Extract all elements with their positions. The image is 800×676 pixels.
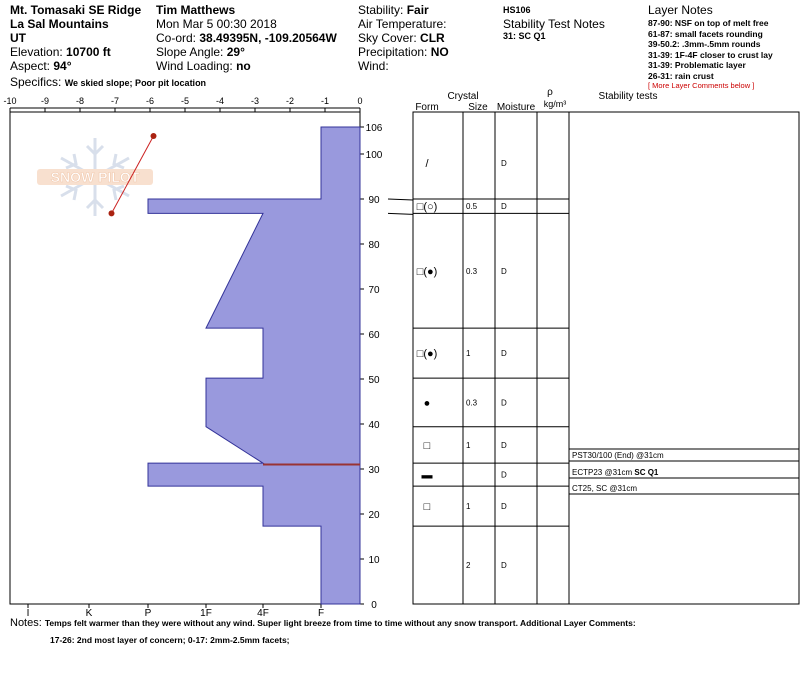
stability-notes-value: 31: SC Q1 <box>503 31 546 41</box>
moisture-header: Moisture <box>496 102 536 113</box>
layer-moisture: D <box>501 266 507 276</box>
crystal-header: Crystal <box>447 91 479 102</box>
stability-test-result: SC Q1 <box>634 468 659 477</box>
temp-tick-label: -3 <box>250 96 260 106</box>
layer-form: ● <box>423 397 431 410</box>
temp-axis-ticks <box>3 96 362 112</box>
depth-tick-label: 30 <box>368 465 380 476</box>
depth-tick-label: 0 <box>371 600 377 611</box>
hardness-tick-label: K <box>85 608 93 619</box>
range-name: La Sal Mountains <box>10 17 109 31</box>
hardness-tick-label: P <box>144 608 152 619</box>
air-temp-label: Air Temperature: <box>358 17 447 31</box>
precip-value: NO <box>430 45 449 59</box>
depth-tick-label: 20 <box>368 510 380 521</box>
layer-size: 0.3 <box>466 266 478 276</box>
snowpilot-logo <box>37 138 153 216</box>
notes <box>10 617 636 629</box>
layer-moisture: D <box>501 440 507 450</box>
layer-size: 0.5 <box>466 202 478 212</box>
slope-label: Slope Angle: <box>156 45 224 59</box>
temp-tick-label: -1 <box>320 96 330 106</box>
density-symbol: ρ <box>547 87 553 98</box>
layer-form: ▬ <box>421 469 433 482</box>
depth-tick-label: 60 <box>368 330 380 341</box>
size-header: Size <box>468 102 488 113</box>
temp-tick-label: -9 <box>40 96 50 106</box>
layer-size: 1 <box>466 502 471 512</box>
depth-tick-label: 10 <box>368 555 380 566</box>
aspect-label: Aspect: <box>10 59 51 73</box>
layer-moisture: D <box>501 470 507 480</box>
layer-moisture: D <box>501 202 507 212</box>
temp-tick-label: -6 <box>145 96 155 106</box>
precip-label: Precipitation: <box>358 45 428 59</box>
layer-size: 1 <box>466 349 471 359</box>
layer-note: 26-31: rain crust <box>648 70 714 81</box>
depth-tick-label: 80 <box>368 240 380 251</box>
layer-note: 61-87: small facets rounding <box>648 28 763 39</box>
depth-tick-label: 40 <box>368 420 380 431</box>
layer-form: □(○) <box>416 201 438 214</box>
temp-tick-label: -7 <box>110 96 120 106</box>
depth-tick-label: 50 <box>368 375 380 386</box>
sky-value: CLR <box>420 31 445 45</box>
layer-form: □ <box>423 439 431 452</box>
stability-test: CT25, SC @31cm <box>572 484 638 493</box>
temp-tick-label: -4 <box>215 96 225 106</box>
temp-tick-label: -2 <box>285 96 295 106</box>
depth-connector <box>388 199 413 200</box>
specifics-value: We skied slope; Poor pit location <box>64 78 207 88</box>
depth-tick-label: 70 <box>368 285 380 296</box>
layer-moisture: D <box>501 502 507 512</box>
form-header: Form <box>415 102 439 113</box>
notes-line1: Temps felt warmer than they were without any wind. Super light breeze from time to time without any snow transport. Additional Layer Comments: <box>44 618 636 628</box>
stability-label: Stability: <box>358 3 404 17</box>
specifics-label: Specifics: <box>10 75 62 89</box>
layer-moisture: D <box>501 349 507 359</box>
coord-label: Co-ord: <box>156 31 197 45</box>
wind-loading-label: Wind Loading: <box>156 59 233 73</box>
layer-note: 31-39: 1F-4F closer to crust lay <box>648 49 773 60</box>
table-frame <box>413 112 799 604</box>
temp-tick-label: -8 <box>75 96 85 106</box>
hardness-tick-label: 1F <box>200 608 212 619</box>
layer-form: □(●) <box>416 348 438 361</box>
temp-tick-label: -5 <box>180 96 190 106</box>
layer-form: □(●) <box>416 265 438 278</box>
layer-size: 0.3 <box>466 398 478 408</box>
date: Mon Mar 5 00:30 2018 <box>156 17 277 31</box>
layer-moisture: D <box>501 398 507 408</box>
layer-rows <box>388 158 799 570</box>
sky-label: Sky Cover: <box>358 31 417 45</box>
observer: Tim Matthews <box>156 3 236 17</box>
temp-point <box>109 210 115 216</box>
coord-value: 38.49395N, -109.20564W <box>199 31 337 45</box>
elevation-value: 10700 ft <box>66 45 111 59</box>
notes-label: Notes: <box>10 617 42 629</box>
layer-size: 1 <box>466 440 471 450</box>
location-title: Mt. Tomasaki SE Ridge <box>10 3 142 17</box>
depth-axis-ticks <box>360 123 383 611</box>
wind-loading-value: no <box>236 59 251 73</box>
layer-note: 87-90: NSF on top of melt free <box>648 18 769 28</box>
density-unit: kg/m³ <box>543 99 567 109</box>
stability-test: ECTP23 @31cm SC Q1 <box>572 468 659 477</box>
layer-form: / <box>425 158 429 170</box>
hardness-profile <box>148 127 360 604</box>
layer-notes-title: Layer Notes <box>648 3 713 17</box>
layer-note: 31-39: Problematic layer <box>648 60 746 70</box>
stability-value: Fair <box>406 3 429 17</box>
layer-table <box>388 112 799 604</box>
hardness-tick-label: I <box>26 608 30 619</box>
layer-moisture: D <box>501 159 507 168</box>
hs-value: HS106 <box>503 5 531 15</box>
stability-tests-header: Stability tests <box>598 91 658 102</box>
layer-form: □ <box>423 501 431 514</box>
hardness-tick-label: 4F <box>257 608 269 619</box>
hardness-tick-label: F <box>317 608 325 619</box>
layer-moisture: D <box>501 561 507 571</box>
temp-point <box>151 133 157 139</box>
layer-size: 2 <box>466 561 471 571</box>
depth-tick-label: 106 <box>365 123 383 134</box>
logo-text: SNOW PILOT <box>50 169 140 185</box>
depth-tick-label: 90 <box>368 195 380 206</box>
state: UT <box>10 31 26 45</box>
stability-notes-title: Stability Test Notes <box>503 17 605 31</box>
layer-note: 39-50.2: .3mm-.5mm rounds <box>648 39 761 49</box>
more-layer-comments-link[interactable]: [ More Layer Comments below ] <box>648 81 755 90</box>
depth-connector <box>388 213 413 214</box>
aspect-value: 94° <box>53 59 72 73</box>
stability-test: PST30/100 (End) @31cm <box>572 451 664 460</box>
temp-tick-label: 0 <box>357 96 363 106</box>
wind-label: Wind: <box>358 59 389 73</box>
elevation-label: Elevation: <box>10 45 63 59</box>
slope-value: 29° <box>226 45 245 59</box>
notes-line2: 17-26: 2nd most layer of concern; 0-17: 2mm-2.5mm facets; <box>50 635 290 645</box>
temp-tick-label: -10 <box>3 96 17 106</box>
depth-tick-label: 100 <box>365 150 383 161</box>
